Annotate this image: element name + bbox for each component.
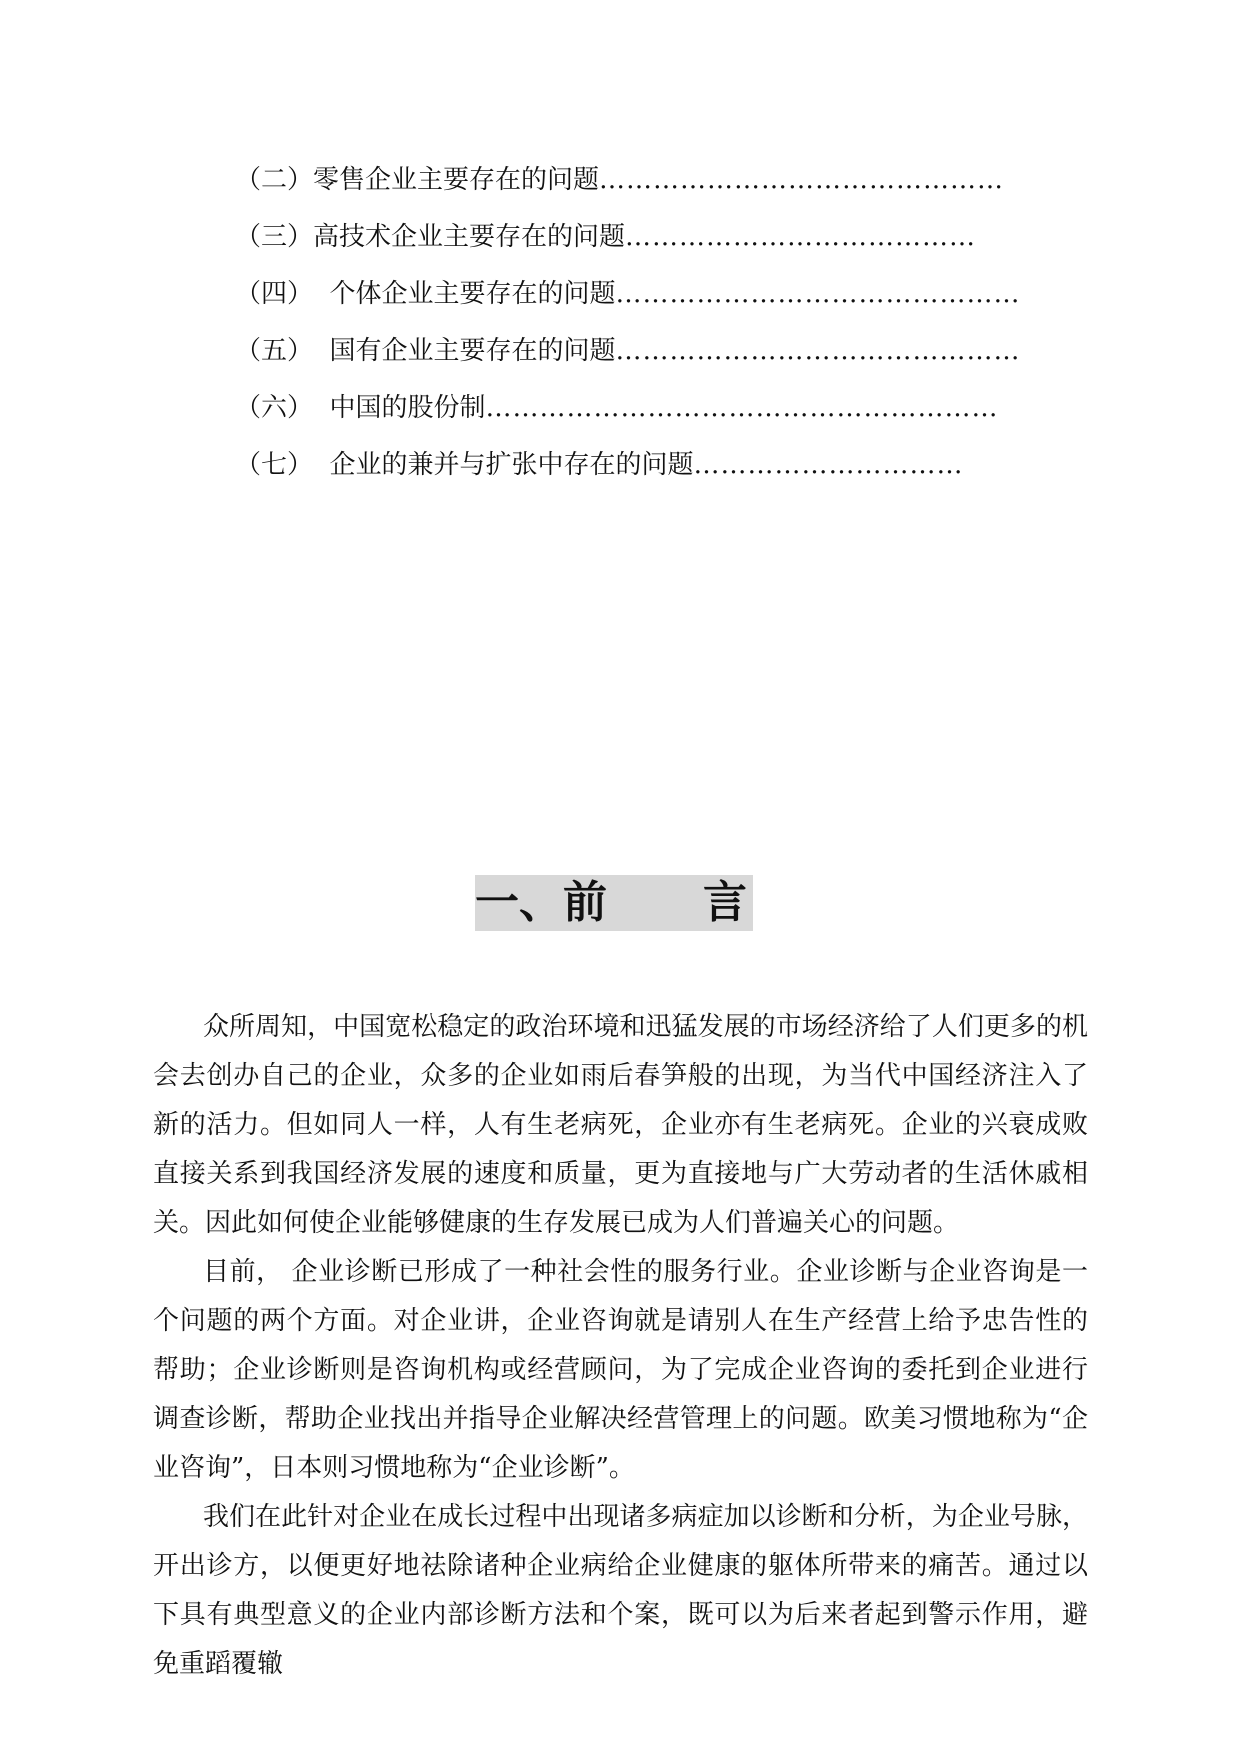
toc-item-title: 国有企业主要存在的问题: [313, 336, 616, 366]
toc-item-title: 高技术企业主要存在的问题: [313, 222, 626, 252]
toc-leader-dots: …………………………: [693, 450, 964, 480]
toc-item-title: 中国的股份制: [313, 393, 486, 423]
toc-item-7[interactable]: [235, 445, 964, 485]
toc-item-number: （六）: [235, 393, 314, 423]
toc-item-title: 零售企业主要存在的问题: [313, 165, 600, 195]
toc-item-number: （三）: [235, 222, 314, 252]
section-heading: [475, 875, 753, 931]
toc-leader-dots: …………………………………: [625, 222, 977, 252]
toc-item-4[interactable]: [235, 274, 1021, 314]
section-heading-right: 言: [703, 877, 747, 928]
section-heading-left: 一、前: [475, 877, 607, 928]
toc-item-number: （四）: [235, 279, 314, 309]
toc-leader-dots: ………………………………………: [615, 336, 1021, 366]
body-text: [153, 1003, 1088, 1689]
toc-item-title: 个体企业主要存在的问题: [313, 279, 616, 309]
toc-item-number: （二）: [235, 165, 314, 195]
toc-item-2[interactable]: [235, 160, 1004, 200]
toc-leader-dots: ………………………………………: [615, 279, 1021, 309]
toc-item-number: （五）: [235, 336, 314, 366]
toc-leader-dots: ………………………………………: [599, 165, 1005, 195]
toc-item-3[interactable]: [235, 217, 976, 257]
toc-leader-dots: …………………………………………………: [485, 393, 999, 423]
toc-item-5[interactable]: [235, 331, 1021, 371]
paragraph-2: 目前， 企业诊断已形成了一种社会性的服务行业。企业诊断与企业咨询是一个问题的两个方面。对企业讲，企业咨询就是请别人在生产经营上给予忠告性的帮助；企业诊断则是咨询机构或经营顾问，为了完成企业咨询的委托到企业进行调查诊断，帮助企业找出并指导企业解决经营管理上的问题。欧美习惯地称为“企业咨询”，日本则习惯地称为“企业诊断”。: [153, 1257, 1088, 1483]
toc-item-number: （七）: [235, 450, 314, 480]
toc-item-title: 企业的兼并与扩张中存在的问题: [313, 450, 694, 480]
paragraph-1: 众所周知，中国宽松稳定的政治环境和迅猛发展的市场经济给了人们更多的机会去创办自己的企业，众多的企业如雨后春笋般的出现，为当代中国经济注入了新的活力。但如同人一样，人有生老病死，企业亦有生老病死。企业的兴衰成败直接关系到我国经济发展的速度和质量，更为直接地与广大劳动者的生活休戚相关。因此如何使企业能够健康的生存发展已成为人们普遍关心的问题。: [153, 1012, 1088, 1238]
toc-item-6[interactable]: [235, 388, 999, 428]
paragraph-3: 我们在此针对企业在成长过程中出现诸多病症加以诊断和分析，为企业号脉，开出诊方，以便更好地祛除诸种企业病给企业健康的躯体所带来的痛苦。通过以下具有典型意义的企业内部诊断方法和个案，既可以为后来者起到警示作用，避免重蹈覆辙: [153, 1502, 1088, 1679]
